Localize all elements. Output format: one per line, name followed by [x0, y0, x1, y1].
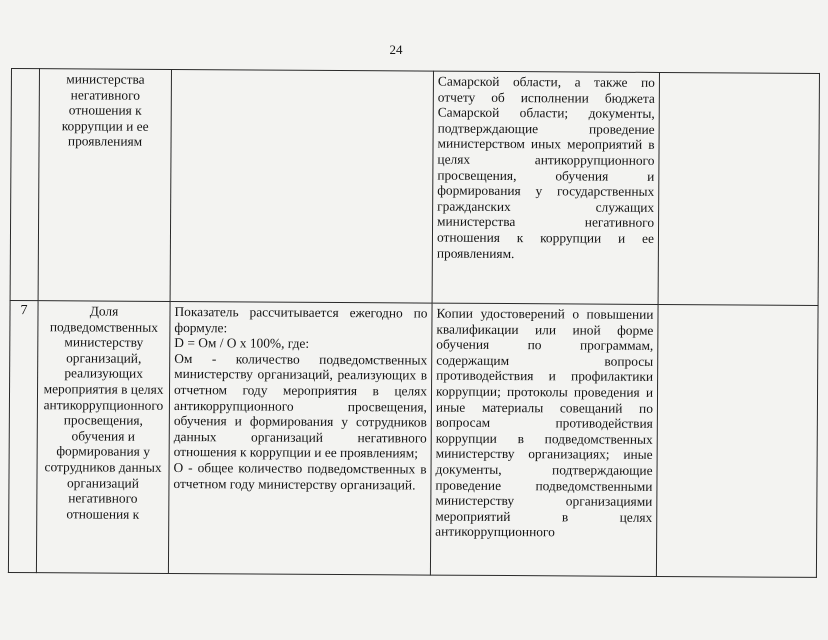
indicator-name-cell: министерства негативного отношения к коррупции и ее проявлениям: [38, 69, 171, 302]
source-documents-cell: Копии удостоверений о повышении квалификации или иной форме обучения по программам, содержащим вопросы противодействия и профилактики коррупции; протоколы проведения и иные материалы совещаний по вопросам противодействия коррупции в подведомственных министерству организациях; иные документы, подтверждающие проведение подведомственными министерству организациями мероприятий в целях антикоррупционного: [430, 303, 658, 576]
extra-column-cell: [658, 72, 819, 305]
indicator-name-cell: Доля подведомственных министерству организаций, реализующих мероприятия в целях антикоррупционного просвещения, обучения и формирования у сотрудников данных организаций негативного отношения к: [36, 301, 170, 574]
row-number-cell: 7: [8, 300, 38, 572]
method-formula: D = Oм / O x 100%, где:: [174, 335, 310, 352]
source-documents-cell: Самарской области, а также по отчету об исполнении бюджета Самарской области; документы, подтверждающие проведение министерством иных мероприятий в целях антикоррупционного просвещения, обучения и формирования у государственных гражданских служащих министерства негативного отношения к коррупции и ее проявлениям.: [432, 71, 659, 304]
method-om-definition: Oм - количество подведомственных министерству организаций, реализующих в отчетном году мероприятия в целях антикоррупционного просвещения, обучения и формирования у сотрудников данных организаций негативного отношения к коррупции и ее проявлениям;: [173, 350, 428, 461]
table-row: [10, 69, 819, 306]
indicator-table: [8, 68, 820, 578]
method-o-definition: O - общее количество подведомственных в отчетном году министерству организаций.: [173, 459, 427, 493]
table-row: [8, 300, 818, 577]
extra-column-cell: [656, 304, 818, 577]
method-intro: Показатель рассчитывается ежегодно по формуле:: [174, 304, 428, 335]
calculation-method-cell: [170, 69, 433, 303]
row-number-cell: [10, 69, 39, 301]
page-number: 24: [389, 42, 403, 57]
calculation-method-cell: [168, 301, 432, 575]
